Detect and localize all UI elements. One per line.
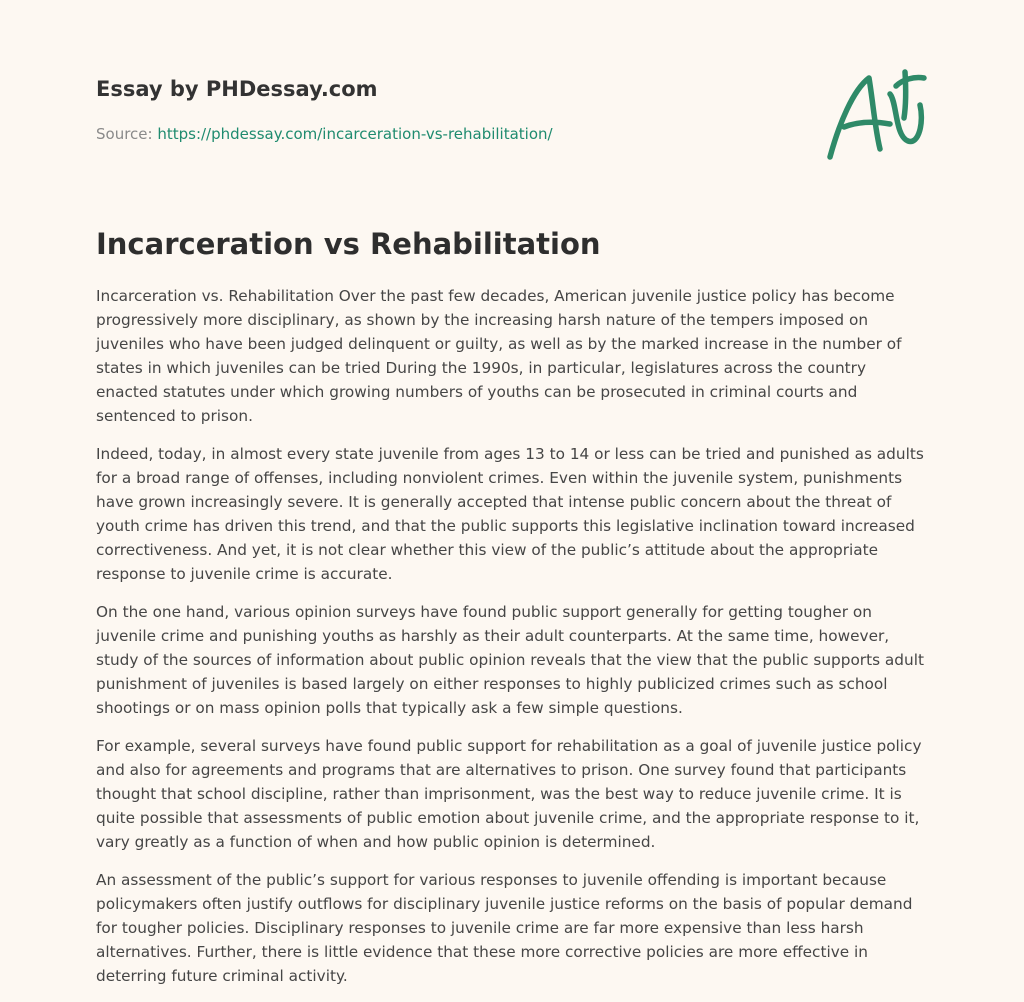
site-brand: Essay by PHDessay.com (96, 77, 378, 101)
source-line (96, 124, 916, 144)
source-label: Source: (96, 125, 158, 143)
paragraph: Indeed, today, in almost every state juvenile from ages 13 to 14 or less can be tried and punished as adults for a broad range of offenses, including nonviolent crimes. Even within the juvenile system, punishments have grown increasingly severe. It is generally accepted that intense public concern about the threat of youth crime has driven this trend, and that the public supports this legislative inclination toward increased correctiveness. And yet, it is not clear whether this view of the public’s attitude about the appropriate response to juvenile crime is accurate. (96, 445, 924, 583)
a-plus-grade-icon (824, 66, 934, 164)
paragraph: For example, several surveys have found public support for rehabilitation as a goal of juvenile justice policy and also for agreements and programs that are alternatives to prison. One survey found that participants thought that school discipline, rather than imprisonment, was the best way to reduce juvenile crime. It is quite possible that assessments of public emotion about juvenile crime, and the appropriate response to it, vary greatly as a function of when and how public opinion is determined. (96, 737, 922, 851)
source-link[interactable]: https://phdessay.com/incarceration-vs-rehabilitation/ (157, 125, 553, 143)
paragraph: On the one hand, various opinion surveys have found public support generally for getting tougher on juvenile crime and punishing youths as harshly as their adult counterparts. At the same time, however, study of the sources of information about public opinion reveals that the view that the public supports adult punishment of juveniles is based largely on either responses to highly publicized crimes such as school shootings or on mass opinion polls that typically ask a few simple questions. (96, 603, 924, 717)
essay-title: Incarceration vs Rehabilitation (96, 227, 601, 261)
essay-body (96, 284, 926, 1002)
paragraph: An assessment of the public’s support for various responses to juvenile offending is important because policymakers often justify outflows for disciplinary juvenile justice reforms on the basis of popular demand for tougher policies. Disciplinary responses to juvenile crime are far more expensive than less harsh alternatives. Further, there is little evidence that these more corrective policies are more effective in deterring future criminal activity. (96, 871, 913, 985)
page-header (96, 74, 916, 184)
paragraph: Incarceration vs. Rehabilitation Over the past few decades, American juvenile justice policy has become progressively more disciplinary, as shown by the increasing harsh nature of the tempers imposed on juveniles who have been judged delinquent or guilty, as well as by the marked increase in the number of states in which juveniles can be tried During the 1990s, in particular, legislatures across the country enacted statutes under which growing numbers of youths can be prosecuted in criminal courts and sentenced to prison. (96, 287, 902, 425)
